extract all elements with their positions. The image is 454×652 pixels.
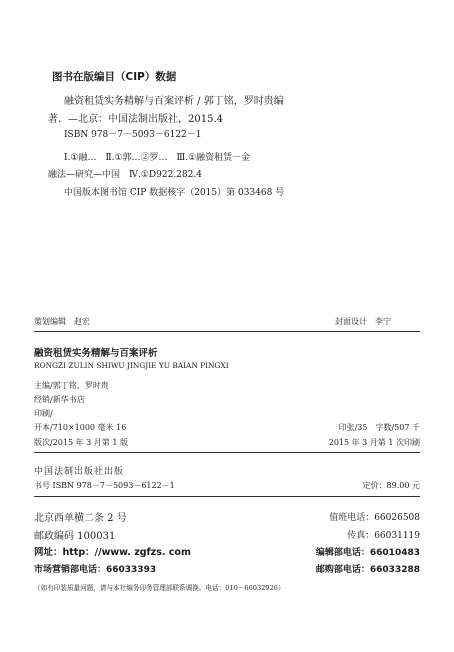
divider — [34, 452, 420, 453]
divider — [34, 496, 420, 497]
editor-credit: 策划编辑 赵宏 — [34, 317, 90, 326]
book-isbn: 书号 ISBN 978－7－5093－6122－1 — [34, 481, 175, 490]
publisher-name: 中国法制出版社出版 — [34, 467, 125, 477]
book-format: 开本/710×1000 毫米 16 — [34, 423, 127, 432]
cip-catalog-line: 著．—北京：中国法制出版社，2015.4 — [48, 114, 223, 125]
book-title-pinyin: RONGZI ZULIN SHIWU JINGJIE YU BAIAN PINGXI — [34, 361, 229, 370]
mail-order-phone: 邮购部电话：66033288 — [315, 565, 420, 575]
cip-title: 图书在版编目（CIP）数据 — [52, 71, 177, 83]
website: 网址：http：//www. zgfzs. com — [34, 547, 191, 558]
book-printing: 2015 年 3 月第 1 次印刷 — [328, 438, 420, 447]
postcode: 邮政编码 100031 — [34, 531, 116, 542]
quality-notice: （如有印装质量问题，请与本社编务印务管理部联系调换。电话：010－66032926） — [34, 584, 285, 592]
cip-classification-line: Ⅰ.①融… Ⅱ.①郭…②罗… Ⅲ.①融资租赁－金 — [64, 153, 251, 163]
book-distributor: 经销/新华书店 — [34, 395, 85, 404]
cip-isbn: ISBN 978－7－5093－6122－1 — [64, 130, 202, 140]
publisher-address: 北京西单横二条 2 号 — [34, 513, 127, 524]
fax: 传真：66031119 — [347, 531, 420, 541]
cip-classification-line: 融法—研究—中国 Ⅳ.①D922.282.4 — [48, 170, 202, 180]
divider — [34, 331, 420, 332]
book-price: 定价：89.00 元 — [362, 481, 420, 490]
cip-record-number: 中国版本图书馆 CIP 数据核字（2015）第 033468 号 — [64, 188, 285, 198]
book-edition: 版次/2015 年 3 月第 1 版 — [34, 438, 128, 447]
duty-phone: 值班电话：66026508 — [329, 513, 420, 523]
marketing-phone: 市场营销部电话：66033393 — [34, 565, 157, 575]
book-title: 融资租赁实务精解与百案评析 — [34, 348, 158, 359]
editorial-phone: 编辑部电话：66010483 — [315, 548, 420, 558]
book-printer: 印刷/ — [34, 409, 53, 418]
cover-design-credit: 封面设计 李宁 — [335, 317, 391, 326]
cip-catalog-line: 融资租赁实务精解与百案评析 / 郭丁铭，罗时贵编 — [64, 96, 284, 107]
book-sheets: 印张/35 字数/507 千 — [338, 423, 420, 432]
book-authors: 主编/郭丁铭，罗时贵 — [34, 381, 109, 390]
